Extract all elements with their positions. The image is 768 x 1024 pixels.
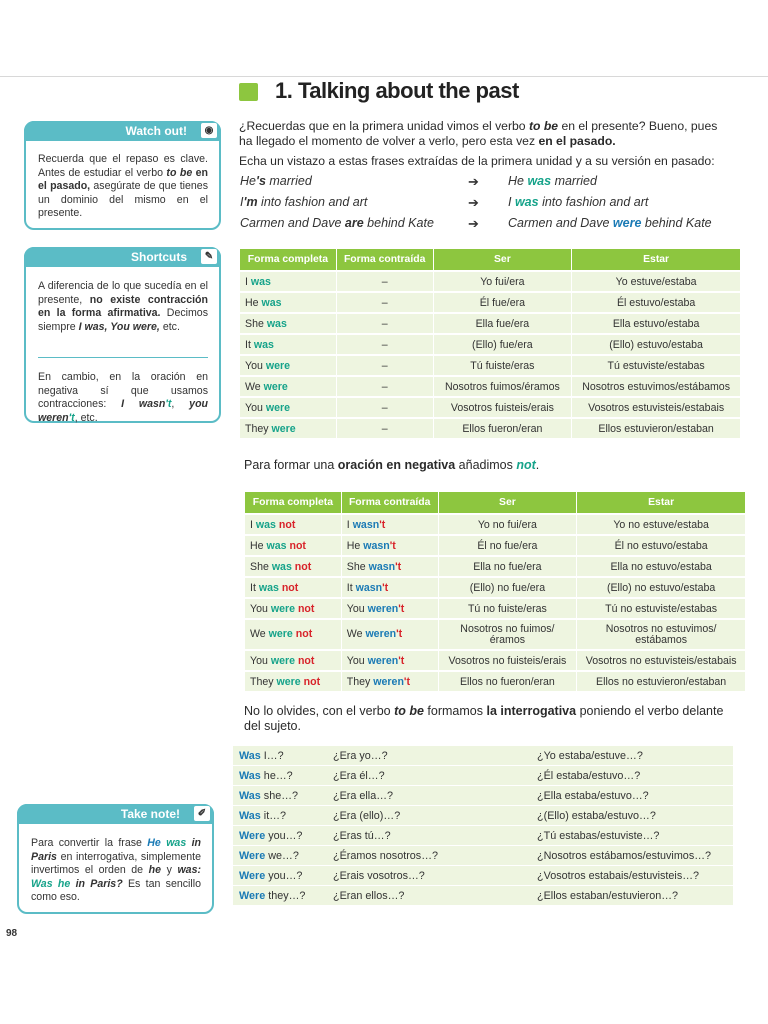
estar-cell: (Ello) estuvo/estaba bbox=[572, 335, 740, 354]
question-cell bbox=[233, 746, 327, 765]
table-row bbox=[240, 272, 740, 291]
verb: weren bbox=[367, 654, 399, 667]
subject: She bbox=[346, 560, 366, 573]
subject: you…? bbox=[265, 869, 303, 882]
page-title: 1. Talking about the past bbox=[275, 78, 519, 103]
subject: She bbox=[250, 560, 269, 573]
table-row bbox=[245, 536, 745, 555]
ser-cell: Vosotros no fuisteis/erais bbox=[439, 651, 577, 670]
column-header: Estar bbox=[572, 249, 740, 270]
column-header: Ser bbox=[434, 249, 572, 270]
ser-cell: Él fue/era bbox=[434, 293, 572, 312]
verb: Was bbox=[239, 769, 261, 782]
verb: Were bbox=[239, 849, 266, 862]
column-header: Forma completa bbox=[240, 249, 336, 270]
subject: he…? bbox=[260, 769, 293, 782]
ser-cell: Ellos no fueron/eran bbox=[439, 672, 577, 691]
verb: was bbox=[258, 581, 279, 594]
example-present-2: I'm into fashion and art bbox=[240, 195, 368, 209]
estar-cell: Nosotros no estuvimos/ estábamos bbox=[577, 620, 745, 649]
shortcuts-header bbox=[24, 247, 221, 267]
estar-cell: ¿Él estaba/estuvo…? bbox=[531, 766, 733, 785]
contracted-form-cell: – bbox=[337, 293, 433, 312]
full-form-cell bbox=[240, 272, 336, 291]
contracted-form-cell: – bbox=[337, 377, 433, 396]
table-row bbox=[245, 651, 745, 670]
contraction: 't bbox=[382, 581, 389, 594]
contraction: 't bbox=[395, 560, 402, 573]
contracted-form-cell bbox=[342, 557, 438, 576]
estar-cell: Él no estuvo/estaba bbox=[577, 536, 745, 555]
estar-cell: Ella estuvo/estaba bbox=[572, 314, 740, 333]
ser-cell: Tú no fuiste/eras bbox=[439, 599, 577, 618]
table-row bbox=[240, 335, 740, 354]
table-row bbox=[233, 826, 733, 845]
verb: was bbox=[255, 518, 276, 531]
subject: It bbox=[346, 581, 353, 594]
note-icon: ✎ bbox=[201, 249, 217, 264]
full-form-cell bbox=[245, 599, 341, 618]
table-row bbox=[240, 314, 740, 333]
negation: not bbox=[295, 628, 313, 640]
ser-cell: Yo no fui/era bbox=[439, 515, 577, 534]
example-past-2: I was into fashion and art bbox=[508, 195, 649, 209]
shortcuts-text-1: A diferencia de lo que sucedía en el presente, no existe contracción en la forma afirmativa. Decimos siempre I was, You were, etc. bbox=[38, 280, 208, 333]
arrow-icon: ➔ bbox=[468, 174, 479, 189]
verb: Was bbox=[239, 809, 261, 822]
subject: They bbox=[346, 675, 371, 688]
verb: were bbox=[265, 359, 290, 372]
affirmative-table bbox=[239, 247, 741, 440]
column-header: Forma contraída bbox=[337, 249, 433, 270]
verb: was bbox=[253, 338, 274, 351]
ser-cell: (Ello) fue/era bbox=[434, 335, 572, 354]
table-row bbox=[233, 866, 733, 885]
ser-cell: ¿Era él…? bbox=[327, 766, 531, 785]
ser-cell: Ella fue/era bbox=[434, 314, 572, 333]
intro-paragraph: ¿Recuerdas que en la primera unidad vimos el verbo to be en el presente? Bueno, pues ha llegado el momento de volver a verlo, pero esta vez en el pasado. Echa un vistazo a estas frases extraídas de la primera unidad y a su versión en pasado: bbox=[239, 119, 718, 168]
estar-cell: ¿Vosotros estabais/estuvisteis…? bbox=[531, 866, 733, 885]
watch-out-text: Recuerda que el repaso es clave. Antes de estudiar el verbo to be en el pasado, asegúrate de que tienes un dominio del mismo en el presente. bbox=[38, 153, 209, 219]
verb: Was bbox=[239, 749, 261, 762]
subject: He bbox=[245, 296, 259, 309]
verb: was bbox=[266, 539, 287, 552]
verb: Were bbox=[239, 869, 266, 882]
ser-cell: Nosotros no fuimos/ éramos bbox=[439, 620, 577, 649]
ser-cell: Vosotros fuisteis/erais bbox=[434, 398, 572, 417]
full-form-cell bbox=[240, 356, 336, 375]
subject: I…? bbox=[260, 749, 284, 762]
verb: were bbox=[263, 380, 288, 393]
estar-cell: ¿Tú estabas/estuviste…? bbox=[531, 826, 733, 845]
full-form-cell bbox=[240, 377, 336, 396]
verb: were bbox=[270, 654, 295, 667]
subject: They bbox=[250, 675, 274, 688]
watch-out-box bbox=[24, 121, 221, 230]
estar-cell: Nosotros estuvimos/estábamos bbox=[572, 377, 740, 396]
question-cell bbox=[233, 846, 327, 865]
table-row bbox=[233, 786, 733, 805]
contraction: 't bbox=[398, 654, 405, 667]
subject: You bbox=[245, 359, 263, 372]
verb: was bbox=[266, 317, 287, 330]
table-row bbox=[245, 672, 745, 691]
subject: We bbox=[250, 628, 266, 640]
verb: were bbox=[271, 422, 296, 435]
estar-cell: Ellos estuvieron/estaban bbox=[572, 419, 740, 438]
verb: was bbox=[271, 560, 292, 573]
interrogative-intro: No lo olvides, con el verbo to be formamos la interrogativa poniendo el verbo delante del sujeto. bbox=[244, 704, 724, 733]
contracted-form-cell: – bbox=[337, 272, 433, 291]
ser-cell: ¿Era ella…? bbox=[327, 786, 531, 805]
ser-cell: Nosotros fuimos/éramos bbox=[434, 377, 572, 396]
estar-cell: ¿(Ello) estaba/estuvo…? bbox=[531, 806, 733, 825]
ser-cell: ¿Era yo…? bbox=[327, 746, 531, 765]
table-row bbox=[233, 806, 733, 825]
verb: were bbox=[276, 675, 301, 688]
question-cell bbox=[233, 806, 327, 825]
verb: wasn bbox=[355, 581, 383, 594]
contracted-form-cell bbox=[342, 651, 438, 670]
verb: was bbox=[261, 296, 282, 309]
table-row bbox=[245, 557, 745, 576]
subject: You bbox=[245, 401, 263, 414]
subject: they…? bbox=[265, 889, 306, 902]
full-form-cell bbox=[245, 557, 341, 576]
subject: you…? bbox=[265, 829, 303, 842]
subject: It bbox=[245, 338, 251, 351]
estar-cell: ¿Ellos estaban/estuvieron…? bbox=[531, 886, 733, 905]
section-square-icon bbox=[239, 83, 258, 101]
estar-cell: ¿Ella estaba/estuvo…? bbox=[531, 786, 733, 805]
negation: not bbox=[294, 560, 312, 573]
question-cell bbox=[233, 766, 327, 785]
verb: weren bbox=[367, 602, 399, 615]
estar-cell: Ella no estuvo/estaba bbox=[577, 557, 745, 576]
contracted-form-cell bbox=[342, 620, 438, 649]
contraction: 't bbox=[403, 675, 410, 688]
verb: were bbox=[265, 401, 290, 414]
contraction: 't bbox=[398, 602, 405, 615]
negative-intro: Para formar una oración en negativa añadimos not. bbox=[244, 458, 540, 472]
full-form-cell bbox=[245, 536, 341, 555]
verb: Was bbox=[239, 789, 261, 802]
table-row bbox=[240, 377, 740, 396]
shortcuts-title: Shortcuts bbox=[130, 250, 187, 264]
estar-cell: Vosotros estuvisteis/estabais bbox=[572, 398, 740, 417]
ser-cell: Yo fui/era bbox=[434, 272, 572, 291]
negation: not bbox=[281, 581, 299, 594]
subject: We bbox=[346, 628, 363, 640]
example-past-1: He was married bbox=[508, 174, 597, 188]
estar-cell: Tú estuviste/estabas bbox=[572, 356, 740, 375]
example-present-1: He's married bbox=[240, 174, 312, 188]
subject: You bbox=[346, 602, 365, 615]
estar-cell: Vosotros no estuvisteis/estabais bbox=[577, 651, 745, 670]
example-past-3: Carmen and Dave were behind Kate bbox=[508, 216, 712, 230]
subject: They bbox=[245, 422, 269, 435]
full-form-cell bbox=[240, 398, 336, 417]
contracted-form-cell bbox=[342, 536, 438, 555]
table-row bbox=[233, 886, 733, 905]
contracted-form-cell bbox=[342, 599, 438, 618]
shortcuts-text-2: En cambio, en la oración en negativa sí que usamos contracciones: I wasn't, you weren't, etc. bbox=[38, 371, 209, 424]
estar-cell: ¿Yo estaba/estuve…? bbox=[531, 746, 733, 765]
full-form-cell bbox=[240, 419, 336, 438]
ser-cell: Ellos fueron/eran bbox=[434, 419, 572, 438]
take-note-text: Para convertir la frase He was in Paris en interrogativa, simplemente invertimos el orden de he y was: Was he in Paris? Es tan sencillo como eso. bbox=[31, 837, 202, 903]
pin-icon: ✐ bbox=[194, 806, 210, 821]
top-rule bbox=[0, 76, 768, 77]
verb: Were bbox=[239, 889, 266, 902]
full-form-cell bbox=[245, 620, 341, 649]
contraction: 't bbox=[396, 628, 403, 640]
subject: You bbox=[250, 654, 268, 667]
verb: weren bbox=[365, 628, 397, 640]
table-row bbox=[233, 746, 733, 765]
ser-cell: Él no fue/era bbox=[439, 536, 577, 555]
subject: He bbox=[250, 539, 264, 552]
negative-table bbox=[244, 490, 746, 693]
contraction: 't bbox=[379, 518, 386, 531]
watch-out-title: Watch out! bbox=[125, 124, 187, 138]
column-header: Forma completa bbox=[245, 492, 341, 513]
verb: Were bbox=[239, 829, 266, 842]
subject: I bbox=[346, 518, 350, 531]
shortcuts-box bbox=[24, 247, 221, 423]
verb: wasn bbox=[363, 539, 390, 552]
subject: it…? bbox=[260, 809, 287, 822]
negation: not bbox=[303, 675, 321, 688]
ser-cell: ¿Eran ellos…? bbox=[327, 886, 531, 905]
shortcuts-divider bbox=[38, 357, 208, 358]
ser-cell: (Ello) no fue/era bbox=[439, 578, 577, 597]
contracted-form-cell bbox=[342, 672, 438, 691]
column-header: Forma contraída bbox=[342, 492, 438, 513]
table-row bbox=[240, 398, 740, 417]
verb: wasn bbox=[368, 560, 396, 573]
table-row bbox=[240, 293, 740, 312]
verb: was bbox=[250, 275, 271, 288]
negation: not bbox=[289, 539, 306, 552]
contraction: 't bbox=[389, 539, 396, 552]
take-note-header bbox=[17, 804, 214, 824]
table-row bbox=[233, 846, 733, 865]
contracted-form-cell: – bbox=[337, 398, 433, 417]
contracted-form-cell bbox=[342, 578, 438, 597]
column-header: Estar bbox=[577, 492, 745, 513]
subject: He bbox=[346, 539, 361, 552]
subject: We bbox=[245, 380, 261, 393]
ser-cell: ¿Eras tú…? bbox=[327, 826, 531, 845]
subject: I bbox=[245, 275, 248, 288]
watch-out-header bbox=[24, 121, 221, 141]
verb: were bbox=[270, 602, 295, 615]
table-row bbox=[245, 578, 745, 597]
arrow-icon: ➔ bbox=[468, 216, 479, 231]
table-row bbox=[245, 599, 745, 618]
subject: You bbox=[346, 654, 365, 667]
contracted-form-cell: – bbox=[337, 314, 433, 333]
negation: not bbox=[297, 602, 315, 615]
arrow-icon: ➔ bbox=[468, 195, 479, 210]
column-header: Ser bbox=[439, 492, 577, 513]
ser-cell: ¿Era (ello)…? bbox=[327, 806, 531, 825]
contracted-form-cell: – bbox=[337, 356, 433, 375]
interrogative-table bbox=[233, 745, 733, 906]
negation: not bbox=[297, 654, 315, 667]
verb: weren bbox=[373, 675, 404, 688]
estar-cell: Ellos no estuvieron/estaban bbox=[577, 672, 745, 691]
table-row bbox=[245, 620, 745, 649]
subject: She bbox=[245, 317, 264, 330]
subject: You bbox=[250, 602, 268, 615]
full-form-cell bbox=[240, 314, 336, 333]
contracted-form-cell: – bbox=[337, 335, 433, 354]
estar-cell: Tú no estuviste/estabas bbox=[577, 599, 745, 618]
ser-cell: Tú fuiste/eras bbox=[434, 356, 572, 375]
full-form-cell bbox=[245, 515, 341, 534]
eye-icon: ◉ bbox=[201, 123, 217, 138]
question-cell bbox=[233, 886, 327, 905]
table-row bbox=[245, 515, 745, 534]
full-form-cell bbox=[245, 578, 341, 597]
full-form-cell bbox=[240, 335, 336, 354]
ser-cell: ¿Erais vosotros…? bbox=[327, 866, 531, 885]
take-note-title: Take note! bbox=[120, 807, 180, 821]
question-cell bbox=[233, 826, 327, 845]
full-form-cell bbox=[240, 293, 336, 312]
verb: were bbox=[268, 628, 293, 640]
example-present-3: Carmen and Dave are behind Kate bbox=[240, 216, 434, 230]
ser-cell: ¿Éramos nosotros…? bbox=[327, 846, 531, 865]
take-note-box bbox=[17, 804, 214, 914]
subject: I bbox=[250, 518, 253, 531]
estar-cell: Yo no estuve/estaba bbox=[577, 515, 745, 534]
estar-cell: Yo estuve/estaba bbox=[572, 272, 740, 291]
full-form-cell bbox=[245, 672, 341, 691]
verb: wasn bbox=[352, 518, 380, 531]
ser-cell: Ella no fue/era bbox=[439, 557, 577, 576]
estar-cell: ¿Nosotros estábamos/estuvimos…? bbox=[531, 846, 733, 865]
contracted-form-cell: – bbox=[337, 419, 433, 438]
table-row bbox=[240, 356, 740, 375]
table-row bbox=[233, 766, 733, 785]
page-number: 98 bbox=[6, 928, 18, 939]
estar-cell: Él estuvo/estaba bbox=[572, 293, 740, 312]
full-form-cell bbox=[245, 651, 341, 670]
subject: she…? bbox=[260, 789, 299, 802]
question-cell bbox=[233, 866, 327, 885]
question-cell bbox=[233, 786, 327, 805]
contracted-form-cell bbox=[342, 515, 438, 534]
table-row bbox=[240, 419, 740, 438]
subject: It bbox=[250, 581, 256, 594]
negation: not bbox=[278, 518, 296, 531]
subject: we…? bbox=[265, 849, 299, 862]
estar-cell: (Ello) no estuvo/estaba bbox=[577, 578, 745, 597]
